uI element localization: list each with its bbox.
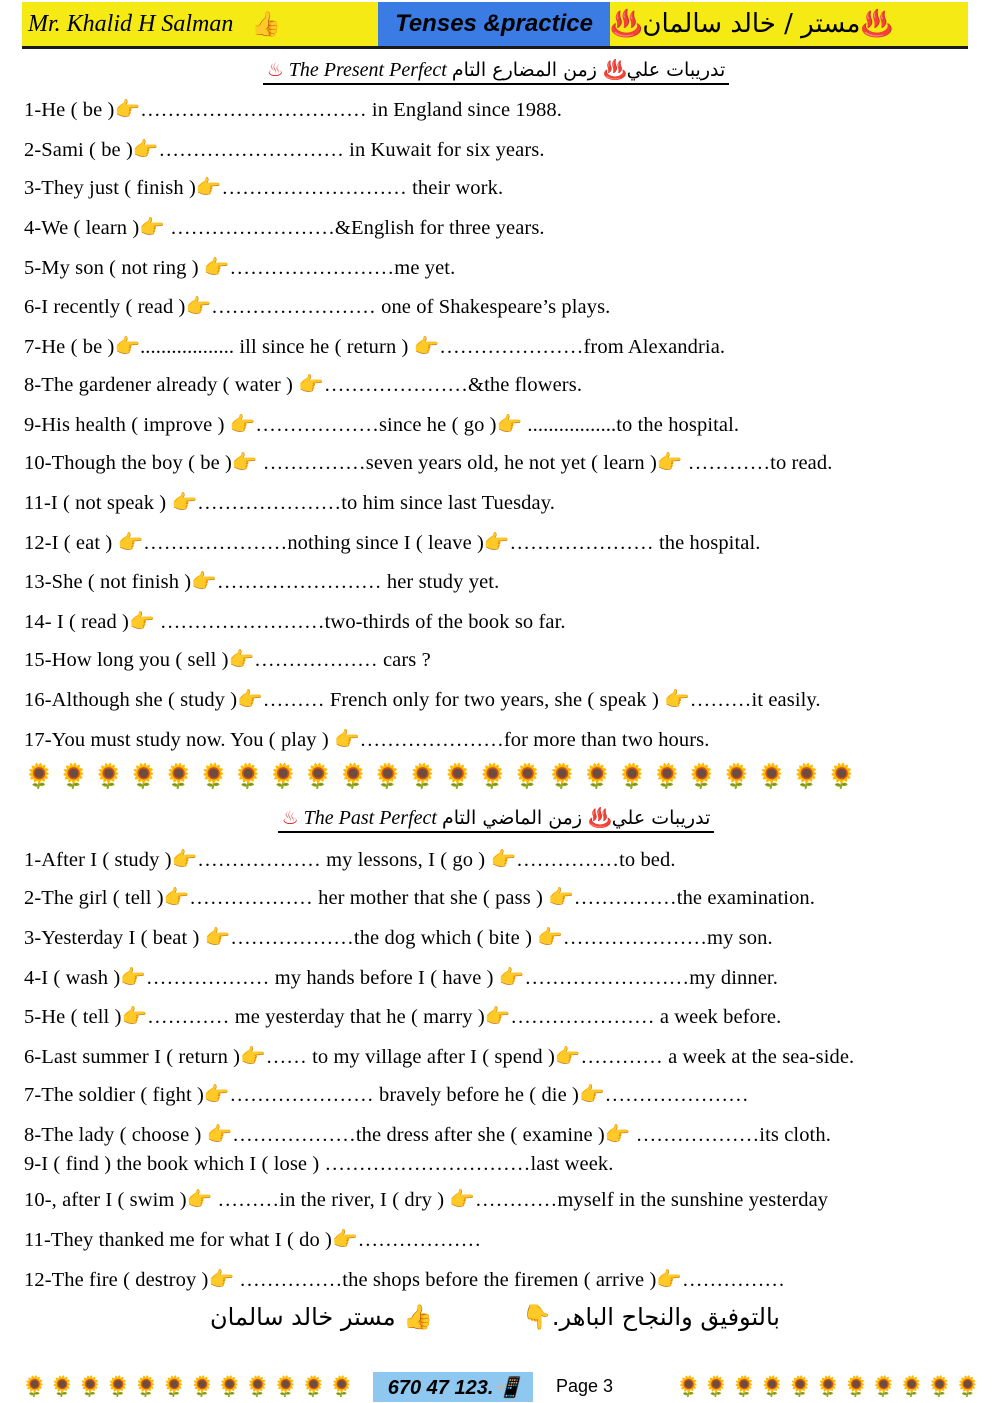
header-author-left: [22, 2, 378, 46]
exercise-item: 4-We ( learn )👉 ……………………&English for three years.: [24, 217, 545, 239]
sunflower-icon: 🌻: [759, 1376, 788, 1398]
sunflower-icon: 🌻: [233, 764, 269, 790]
hot-springs-icon: ♨: [266, 59, 284, 81]
sunflower-icon: 🌻: [477, 764, 513, 790]
sunflower-icon: 🌻: [161, 1376, 190, 1398]
page-number: Page 3: [556, 1376, 614, 1396]
section1-title-en: The Present Perfect: [288, 59, 447, 81]
sunflower-icon: 🌻: [843, 1376, 872, 1398]
sunflower-icon: 🌻: [617, 764, 653, 790]
exercise-item: 14- I ( read )👉 ……………………two-thirds of the book so far.: [24, 611, 566, 633]
exercise-item: 5-He ( tell )👉………… me yesterday that he ( marry )👉………………… a week before.: [24, 1006, 782, 1028]
sunflower-icon: 🌻: [686, 764, 722, 790]
exercise-item: 12-The fire ( destroy )👉 ……………the shops before the firemen ( arrive )👉……………: [24, 1269, 786, 1291]
footer-sunflowers-left: [22, 1374, 357, 1399]
sunflower-icon: 🌻: [899, 1376, 928, 1398]
sunflower-icon: 🌻: [815, 1376, 844, 1398]
exercise-item: 3-Yesterday I ( beat ) 👉………………the dog which ( bite ) 👉…………………my son.: [24, 927, 773, 949]
sunflower-icon: 🌻: [24, 764, 59, 790]
exercise-item: 2-Sami ( be )👉……………………… in Kuwait for six years.: [24, 139, 545, 161]
sunflower-icon: 🌻: [871, 1376, 900, 1398]
header-author-right: ♨️مستر / خالد سالمان♨️: [610, 2, 968, 46]
sunflower-icon: 🌻: [273, 1376, 302, 1398]
exercise-item: 8-The gardener already ( water ) 👉…………………&the flowers.: [24, 374, 583, 396]
sunflower-icon: 🌻: [301, 1376, 329, 1398]
exercise-item: 9-His health ( improve ) 👉………………since he ( go )👉 .................to the hospital.: [24, 414, 740, 436]
exercise-item: 11-I ( not speak ) 👉…………………to him since last Tuesday.: [24, 492, 555, 514]
thumbs-up-icon: 👍: [251, 11, 282, 38]
sunflower-icon: 🌻: [927, 1376, 956, 1398]
sunflower-icon: 🌻: [791, 764, 827, 790]
exercise-item: 4-I ( wash )👉……………… my hands before I ( have ) 👉……………………my dinner.: [24, 967, 778, 989]
sunflower-icon: 🌻: [163, 764, 199, 790]
exercise-item: 6-I recently ( read )👉…………………… one of Shakespeare’s plays.: [24, 296, 611, 318]
exercise-item: 7-He ( be )👉.................. ill since he ( return ) 👉…………………from Alexandria.: [24, 336, 726, 358]
exercise-item: 17-You must study now. You ( play ) 👉…………………for more than two hours.: [24, 729, 710, 751]
sunflower-icon: 🌻: [105, 1376, 134, 1398]
section2-title: [0, 806, 992, 830]
sunflower-icon: 🌻: [756, 764, 792, 790]
section1-title: [0, 58, 992, 82]
sunflower-icon: 🌻: [338, 764, 373, 790]
sunflower-icon: 🌻: [512, 764, 548, 790]
exercise-item: 7-The soldier ( fight )👉………………… bravely before he ( die )👉…………………: [24, 1084, 749, 1106]
exercise-item: 10-Though the boy ( be )👉 ……………seven years old, he not yet ( learn )👉 …………to read.: [24, 452, 833, 474]
sunflower-icon: 🌻: [731, 1376, 760, 1398]
exercise-item: 1-He ( be )👉…………………………… in England since 1988.: [24, 99, 562, 121]
sunflower-icon: 🌻: [58, 764, 94, 790]
exercise-item: 6-Last summer I ( return )👉…… to my village after I ( spend )👉………… a week at the sea-side.: [24, 1046, 855, 1068]
sunflower-icon: 🌻: [652, 764, 687, 790]
author-name-left: Mr. Khalid H Salman: [28, 10, 234, 37]
sunflower-icon: 🌻: [442, 764, 478, 790]
exercise-item: 3-They just ( finish )👉……………………… their work.: [24, 177, 504, 199]
sunflower-icon: 🌻: [676, 1376, 704, 1398]
sunflower-icon: 🌻: [22, 1376, 50, 1398]
section2-title-en: The Past Perfect: [303, 807, 437, 829]
exercise-item: 5-My son ( not ring ) 👉……………………me yet.: [24, 257, 456, 279]
exercise-item: 16-Although she ( study )👉……… French only for two years, she ( speak ) 👉………it easily.: [24, 689, 821, 711]
sunflower-icon: 🌻: [303, 764, 339, 790]
sunflower-icon: 🌻: [826, 764, 862, 790]
section1-title-ar: تدريبات علي♨️ زمن المضارع التام: [451, 59, 726, 81]
sunflower-icon: 🌻: [955, 1376, 983, 1398]
closing-signature: مستر خالد سالمان 👍: [210, 1303, 434, 1331]
sunflower-icon: 🌻: [133, 1376, 162, 1398]
exercise-item: 1-After I ( study )👉……………… my lessons, I ( go ) 👉……………to bed.: [24, 849, 676, 871]
sunflower-icon: 🌻: [49, 1376, 78, 1398]
page-header: [22, 2, 968, 49]
exercise-item: 2-The girl ( tell )👉……………… her mother that she ( pass ) 👉……………the examination.: [24, 887, 815, 909]
exercise-item: 11-They thanked me for what I ( do )👉………………: [24, 1229, 482, 1251]
sunflower-icon: 🌻: [128, 764, 164, 790]
footer-phone: 670 47 123.📲: [373, 1372, 533, 1402]
sunflower-icon: 🌻: [217, 1376, 246, 1398]
sunflower-icon: 🌻: [582, 764, 618, 790]
closing-message: [210, 1303, 780, 1331]
sunflower-icon: 🌻: [93, 764, 129, 790]
exercise-item: 9-I ( find ) the book which I ( lose ) …………………………last week.: [24, 1153, 614, 1175]
sunflower-icon: 🌻: [328, 1376, 357, 1398]
exercise-item: 10-, after I ( swim )👉 ………in the river, I ( dry ) 👉…………myself in the sunshine yesterday: [24, 1189, 829, 1211]
footer-sunflowers-right: [676, 1374, 983, 1399]
sunflower-icon: 🌻: [721, 764, 757, 790]
closing-wishes: بالتوفيق والنجاح الباهر.👇: [522, 1303, 780, 1331]
sunflower-icon: 🌻: [245, 1376, 274, 1398]
sunflower-icon: 🌻: [407, 764, 443, 790]
header-title: Tenses &practice: [378, 2, 610, 46]
exercise-item: 12-I ( eat ) 👉…………………nothing since I ( leave )👉………………… the hospital.: [24, 532, 761, 554]
section2-title-ar: تدريبات علي♨️ زمن الماضي التام: [441, 807, 711, 829]
exercise-item: 8-The lady ( choose ) 👉………………the dress after she ( examine )👉 ………………its cloth.: [24, 1124, 831, 1146]
sunflower-divider: [24, 762, 861, 792]
sunflower-icon: 🌻: [189, 1376, 218, 1398]
sunflower-icon: 🌻: [787, 1376, 816, 1398]
sunflower-icon: 🌻: [198, 764, 234, 790]
exercise-item: 13-She ( not finish )👉…………………… her study yet.: [24, 571, 500, 593]
sunflower-icon: 🌻: [547, 764, 583, 790]
sunflower-icon: 🌻: [268, 764, 304, 790]
sunflower-icon: 🌻: [372, 764, 408, 790]
exercise-item: 15-How long you ( sell )👉……………… cars ?: [24, 649, 431, 671]
hot-springs-icon: ♨: [281, 807, 299, 829]
sunflower-icon: 🌻: [703, 1376, 732, 1398]
sunflower-icon: 🌻: [77, 1376, 106, 1398]
